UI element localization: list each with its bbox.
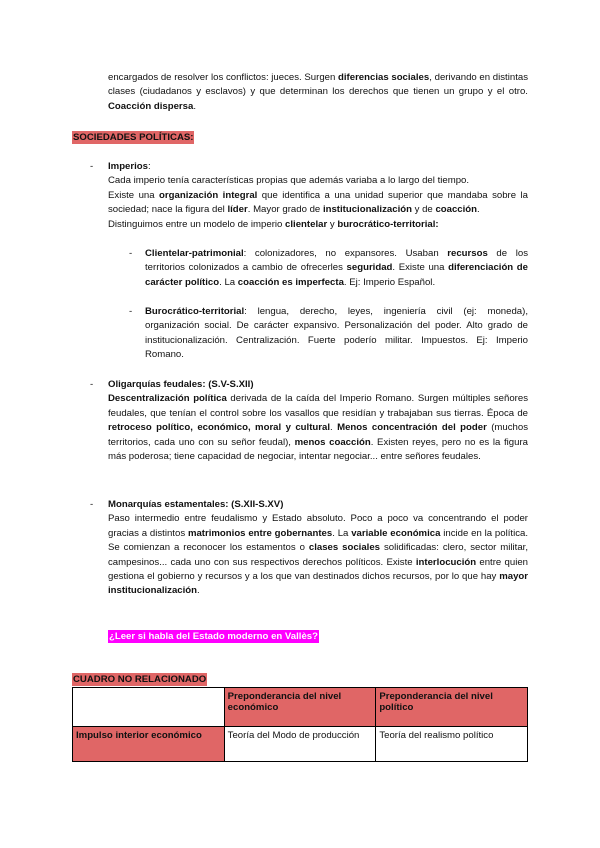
intro-text: . bbox=[193, 100, 196, 112]
cuadro-table bbox=[72, 687, 528, 762]
oligarquias-block: Oligarquías feudales: (S.V-S.XII) Descentralización política derivada de la caída del Imperio Romano. Surgen múltiples señores feudales, que tenían el control sobre los vasallos que residían y trabajaban sus tierras. Época de retroceso político, económico, moral y cultural. Menos concentración del poder (muchos territorios, cada uno con su señor feudal), menos coacción. Existen reyes, pero no es la figura más poderosa; tiene capacidad de negociar, intentar negociar... entre señores feudales. bbox=[108, 379, 529, 463]
sub-bullet-dash: - bbox=[129, 248, 133, 259]
burocratico-title: Burocrático-territorial bbox=[145, 306, 245, 317]
table-header-cell bbox=[73, 688, 225, 727]
table-header-row bbox=[73, 688, 528, 727]
imperios-p3: Distinguimos entre un modelo de imperio clientelar y burocrático-territorial: bbox=[108, 218, 439, 230]
bullet-dash: - bbox=[90, 379, 94, 390]
table-cell: Impulso interior económico bbox=[73, 727, 225, 762]
table-header-cell: Preponderancia del nivel económico bbox=[224, 688, 376, 727]
imperios-p1: Cada imperio tenía características propias que además variaba a lo largo del tiempo. bbox=[108, 175, 470, 187]
note-highlight: ¿Leer si habla del Estado moderno en Vallès? bbox=[109, 631, 318, 642]
intro-paragraph bbox=[108, 71, 528, 114]
clientelar-title: Clientelar-patrimonial bbox=[145, 248, 244, 259]
clientelar-block: Clientelar-patrimonial: colonizadores, no expansores. Usaban recursos de los territorios colonizados a cambio de ofrecerles seguridad. Existe una diferenciación de carácter político. La coacción es imperfecta. Ej: Imperio Español. bbox=[145, 248, 529, 288]
intro-text: , bbox=[429, 72, 432, 83]
monarquias-title: Monarquías estamentales: (S.XII-S.XV) bbox=[108, 499, 284, 510]
bullet-dash: - bbox=[90, 161, 94, 172]
intro-bold-diferencias: diferencias sociales bbox=[338, 72, 430, 83]
bullet-dash: - bbox=[90, 499, 94, 510]
oligarquias-title: Oligarquías feudales: (S.V-S.XII) bbox=[108, 379, 254, 390]
table-cell: Teoría del realismo político bbox=[376, 727, 528, 762]
cuadro-title: CUADRO NO RELACIONADO bbox=[73, 674, 207, 685]
imperios-title-suffix: : bbox=[148, 161, 151, 172]
intro-bold-coaccion: Coacción dispersa bbox=[108, 100, 194, 112]
intro-text: derivando en distintas clases (ciudadanos y esclavos) y que determinan los bbox=[108, 72, 528, 98]
intro-text: derechos que tienen un grupo y el otro. bbox=[348, 86, 528, 98]
intro-text: encargados de resolver los conflictos: jueces. Surgen bbox=[108, 72, 339, 83]
section-title: SOCIEDADES POLÍTICAS: bbox=[73, 132, 194, 143]
imperios-title: Imperios bbox=[108, 161, 148, 172]
table-row bbox=[73, 727, 528, 762]
imperios-p2: Existe una organización integral que identifica a una unidad superior que mandaba sobre la sociedad; nace la figura del líder. Mayor grado de institucionalización y de coacción. bbox=[108, 189, 528, 216]
monarquias-block: Monarquías estamentales: (S.XII-S.XV) Paso intermedio entre feudalismo y Estado absoluto. Poco a poco va concentrando el poder gracias a distintos matrimonios entre gobernantes. La variable económica incide en la política. Se comienzan a reconocer los estamentos o clases sociales solidificadas: clero, sector militar, campesinos... cada uno con sus respectivos derechos políticos. Existe interlocución entre quien gestiona el gobierno y recursos y a los que van destinados dichos recursos, por lo que hay mayor institucionalización. bbox=[108, 499, 529, 597]
imperios-block bbox=[108, 160, 528, 232]
table-cell: Teoría del Modo de producción bbox=[224, 727, 376, 762]
sub-bullet-dash: - bbox=[129, 306, 133, 317]
burocratico-block: Burocrático-territorial: lengua, derecho, leyes, ingeniería civil (ej: moneda), organización social. De carácter expansivo. Personalización del poder. Alto grado de institucionalización. Centralización. Fuerte poderío militar. Impuestos. Ej: Imperio Romano. bbox=[145, 306, 528, 361]
table-header-cell: Preponderancia del nivel político bbox=[376, 688, 528, 727]
